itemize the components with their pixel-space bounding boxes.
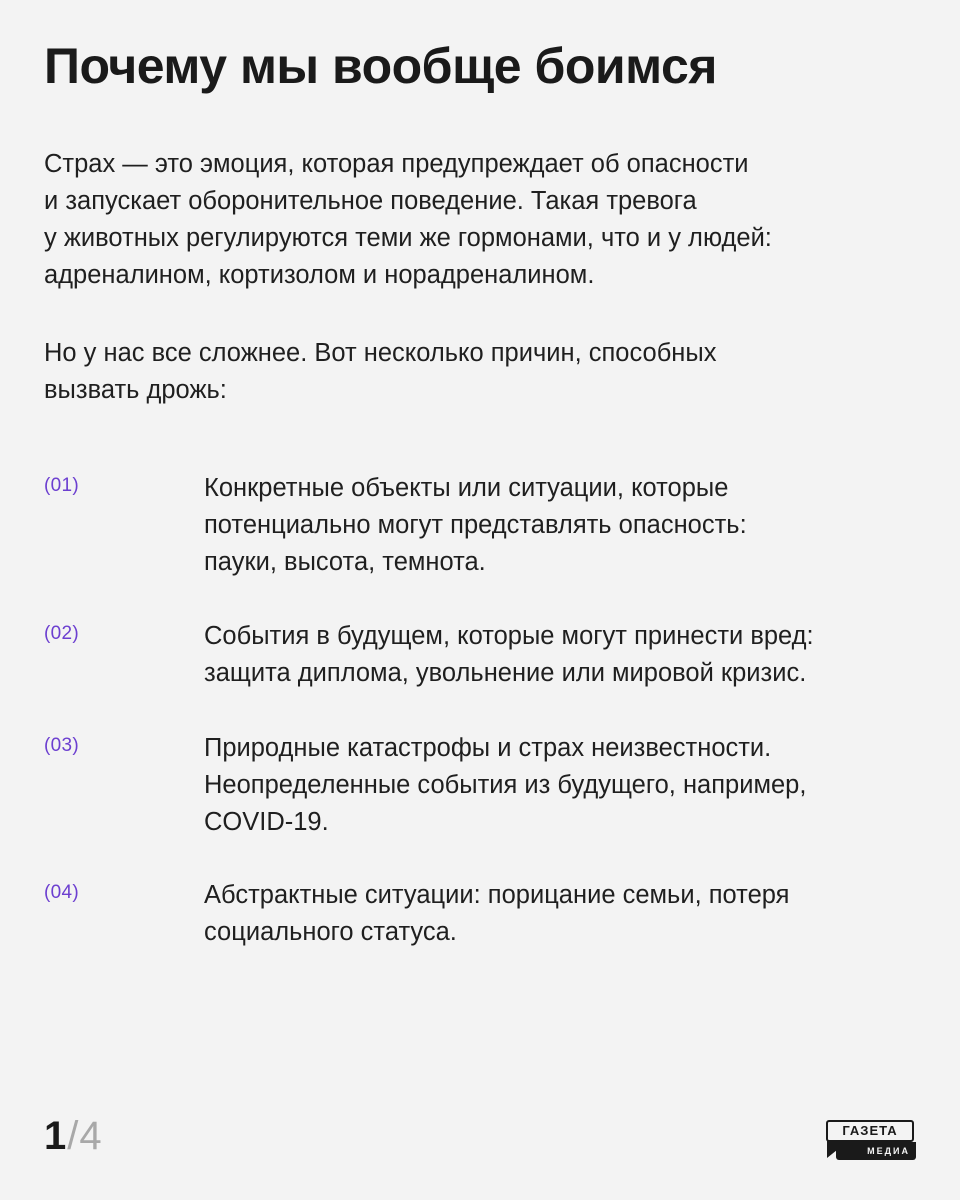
page-separator: /: [67, 1114, 79, 1158]
intro-line: у животных регулируются теми же гормонами, что и у людей:: [44, 224, 772, 252]
brand-logo: [826, 1120, 918, 1164]
item-number: (01): [44, 475, 79, 496]
item-line: социального статуса.: [204, 918, 457, 946]
item-text: [204, 470, 924, 581]
intro2-line: Но у нас все сложнее. Вот несколько причин, способных: [44, 339, 717, 367]
item-line: Неопределенные события из будущего, например,: [204, 771, 807, 799]
intro-paragraph-2: [44, 335, 924, 409]
page-current: 1: [44, 1114, 67, 1158]
intro-paragraph: [44, 146, 924, 294]
item-text: [204, 730, 924, 841]
item-line: Конкретные объекты или ситуации, которые: [204, 474, 729, 502]
item-number: (02): [44, 623, 79, 644]
item-line: Абстрактные ситуации: порицание семьи, потеря: [204, 881, 790, 909]
intro2-line: вызвать дрожь:: [44, 376, 227, 404]
item-line: COVID-19.: [204, 808, 329, 836]
item-line: пауки, высота, темнота.: [204, 548, 486, 576]
item-line: Природные катастрофы и страх неизвестности.: [204, 734, 772, 762]
logo-bottom-text: МЕДИА: [836, 1142, 916, 1160]
item-number: (03): [44, 735, 79, 756]
item-line: потенциально могут представлять опасность:: [204, 511, 747, 539]
item-text: [204, 877, 924, 951]
item-line: События в будущем, которые могут принести вред:: [204, 622, 814, 650]
page-title: Почему мы вообще боимся: [44, 38, 717, 94]
logo-top-text: ГАЗЕТА: [826, 1120, 914, 1142]
page-indicator: [44, 1116, 102, 1156]
item-number: (04): [44, 882, 79, 903]
intro-line: и запускает оборонительное поведение. Такая тревога: [44, 187, 697, 215]
intro-line: адреналином, кортизолом и норадреналином.: [44, 261, 595, 289]
item-line: защита диплома, увольнение или мировой кризис.: [204, 659, 807, 687]
page-total: 4: [79, 1114, 102, 1158]
intro-line: Страх — это эмоция, которая предупреждает об опасности: [44, 150, 749, 178]
item-text: [204, 618, 924, 692]
